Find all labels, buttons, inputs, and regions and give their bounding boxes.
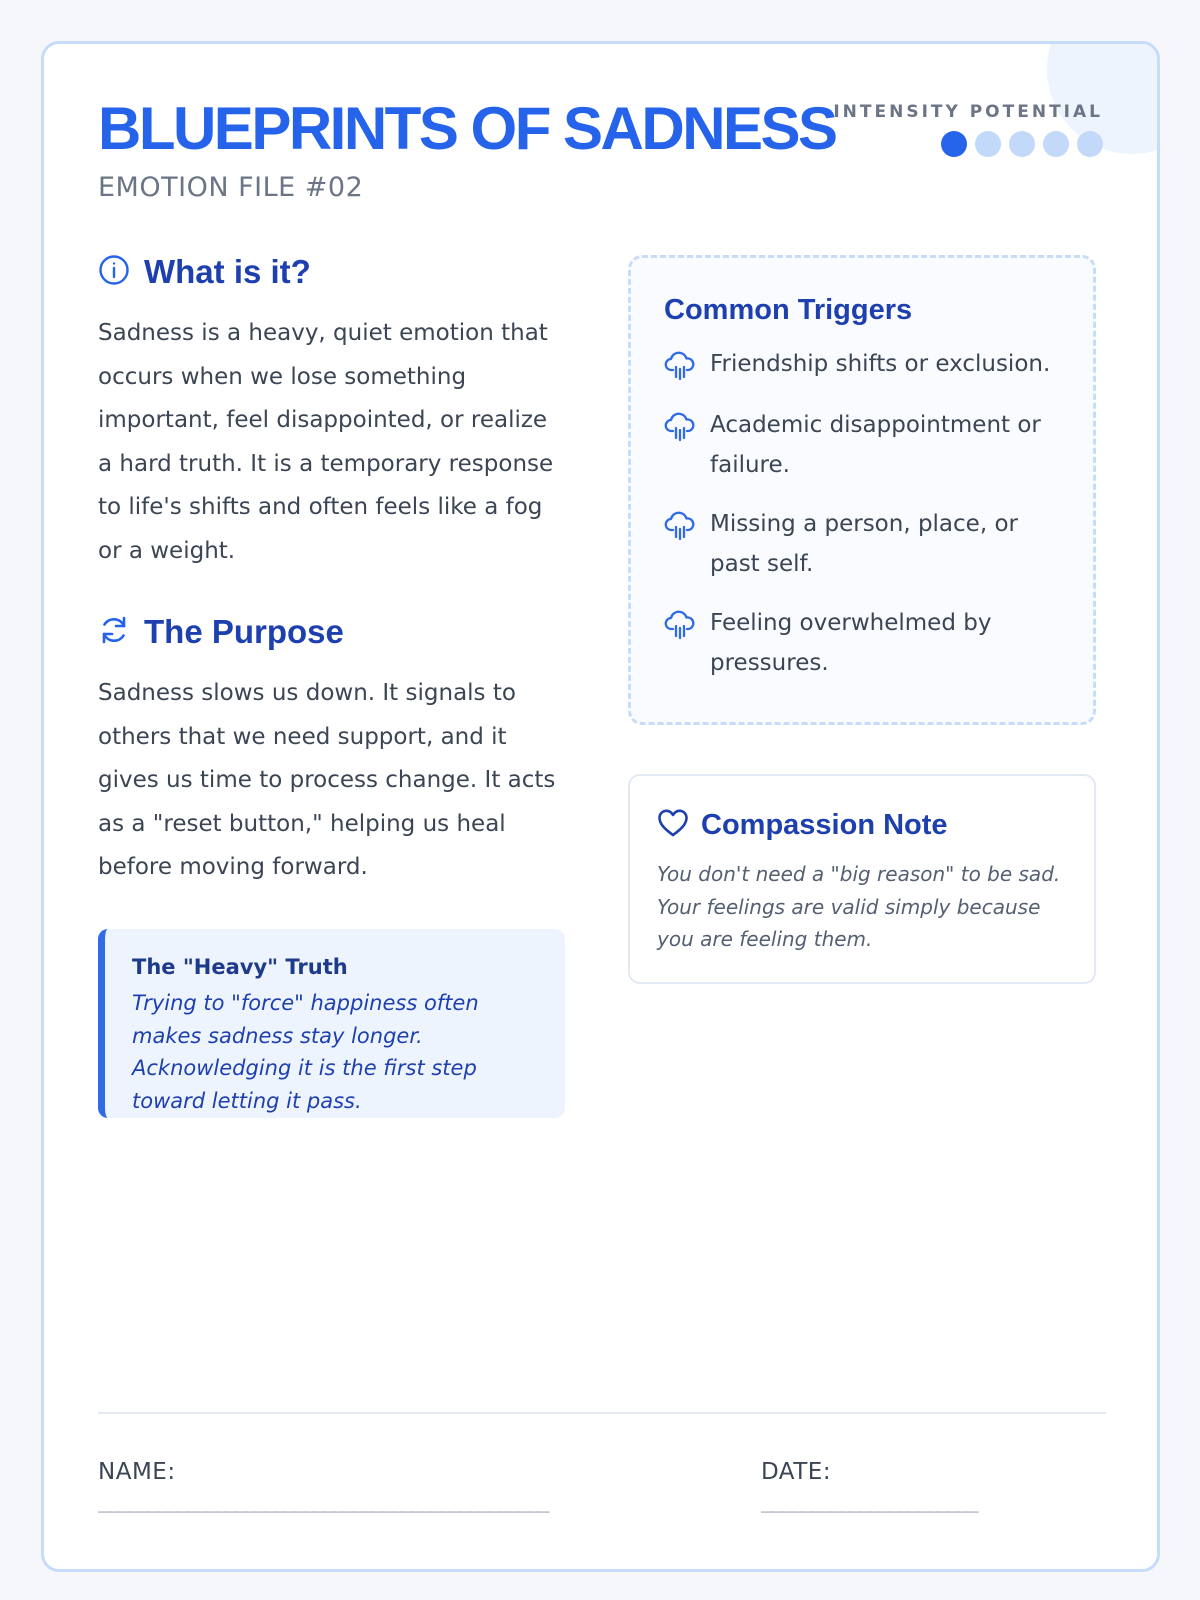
date-field[interactable]: ______________________: [761, 1488, 976, 1513]
worksheet-card: [41, 41, 1160, 1572]
common-triggers-box: [628, 255, 1096, 725]
rain-cloud-icon: [664, 350, 696, 386]
heavy-truth-text: Trying to "force" happiness often makes sadness stay longer. Acknowledging it is the first step toward letting it pass.: [132, 991, 479, 1113]
what-is-it-heading: [98, 253, 311, 291]
intensity-dot: [941, 131, 967, 157]
rain-cloud-icon: [664, 510, 696, 546]
rain-cloud-icon: [664, 609, 696, 645]
name-field[interactable]: ______________________________________________: [98, 1488, 547, 1513]
footer-divider: [98, 1412, 1106, 1414]
compassion-note-box: [628, 774, 1096, 984]
page-title: BLUEPRINTS OF SADNESS: [98, 95, 836, 162]
common-triggers-title: Common Triggers: [664, 294, 913, 326]
refresh-icon: [98, 614, 130, 650]
heavy-truth-title: The "Heavy" Truth: [132, 955, 348, 979]
purpose-text: Sadness slows us down. It signals to others that we need support, and it gives us time to process change. It acts as a "reset button," helping us heal before moving forward.: [98, 680, 556, 880]
what-is-it-title: What is it?: [144, 253, 311, 290]
trigger-item: [664, 345, 1073, 386]
trigger-text: Missing a person, place, or past self.: [710, 511, 1018, 577]
heart-icon: [657, 808, 689, 842]
compassion-note-text: You don't need a "big reason" to be sad. Your feelings are valid simply because you are feeling them.: [657, 862, 1061, 951]
trigger-item: [664, 406, 1073, 485]
name-label: NAME:: [98, 1459, 176, 1485]
date-label: DATE:: [761, 1459, 832, 1485]
intensity-meter: [941, 131, 1103, 157]
intensity-dot: [1009, 131, 1035, 157]
purpose-title: The Purpose: [144, 613, 344, 650]
compassion-note-title: Compassion Note: [701, 808, 948, 841]
trigger-text: Feeling overwhelmed by pressures.: [710, 610, 992, 676]
trigger-item: [664, 604, 1073, 683]
emotion-file-number: EMOTION FILE #02: [98, 172, 364, 203]
trigger-text: Friendship shifts or exclusion.: [710, 351, 1051, 377]
purpose-heading: [98, 613, 344, 651]
intensity-dot: [1043, 131, 1069, 157]
info-icon: [98, 254, 130, 290]
trigger-text: Academic disappointment or failure.: [710, 412, 1041, 478]
what-is-it-text: Sadness is a heavy, quiet emotion that occurs when we lose something important, feel disappointed, or realize a hard truth. It is a temporary response to life's shifts and often feels like a fog or a weight.: [98, 320, 554, 564]
intensity-dot: [1077, 131, 1103, 157]
intensity-dot: [975, 131, 1001, 157]
trigger-item: [664, 505, 1073, 584]
intensity-label: INTENSITY POTENTIAL: [833, 102, 1103, 122]
heavy-truth-callout: [98, 929, 565, 1118]
trigger-list: [664, 345, 1073, 683]
rain-cloud-icon: [664, 411, 696, 447]
